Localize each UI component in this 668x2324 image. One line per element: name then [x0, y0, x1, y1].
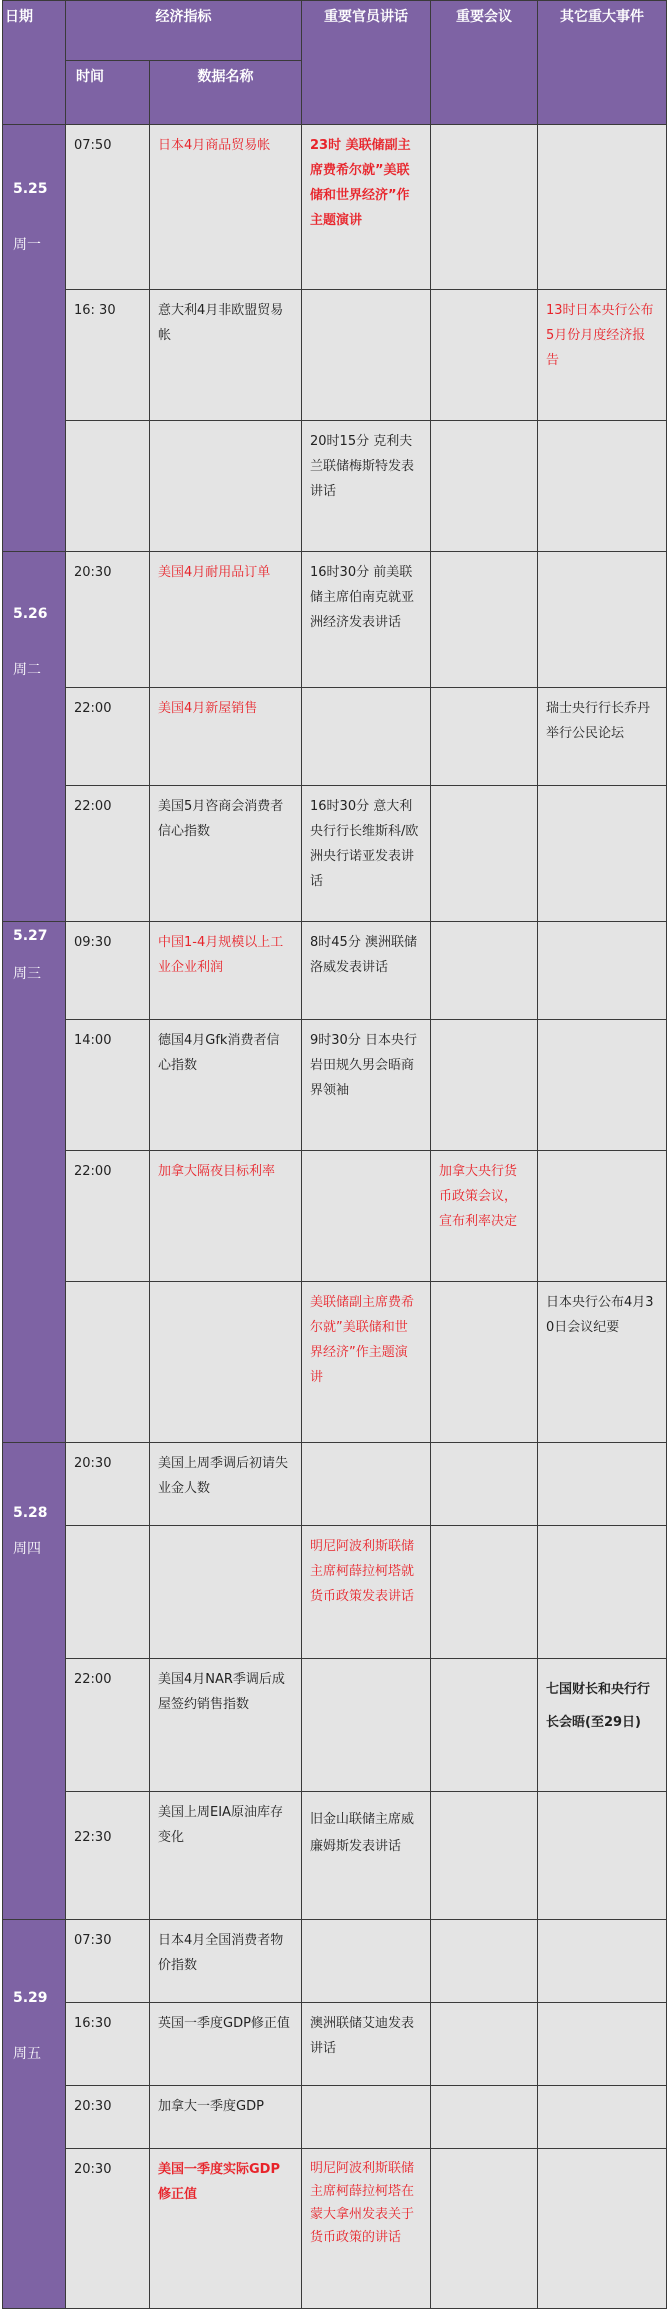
table-row	[3, 1282, 667, 1443]
row-data-name: 中国1-4月规模以上工业企业利润	[150, 922, 302, 1020]
row-event: 瑞士央行行长乔丹举行公民论坛	[538, 688, 667, 786]
row-data-name: 日本4月商品贸易帐	[150, 125, 302, 290]
row-event	[538, 1526, 667, 1659]
day-date: 5.29	[13, 1990, 48, 2006]
day-weekday: 周一	[13, 237, 41, 253]
row-data-name: 英国一季度GDP修正值	[150, 2003, 302, 2086]
row-time: 22:00	[66, 1659, 150, 1792]
row-data-name: 美国4月耐用品订单	[150, 552, 302, 688]
table-row	[3, 1659, 667, 1792]
row-event	[538, 1792, 667, 1920]
row-event: 七国财长和央行行长会晤(至29日)	[538, 1659, 667, 1792]
day-cell	[3, 552, 66, 922]
header-official-speeches: 重要官员讲话	[302, 1, 431, 125]
row-time: 09:30	[66, 922, 150, 1020]
table-row	[3, 2149, 667, 2309]
row-speech: 23时 美联储副主席费希尔就”美联储和世界经济”作主题演讲	[302, 125, 431, 290]
row-data-name	[150, 1526, 302, 1659]
row-time: 20:30	[66, 1443, 150, 1526]
row-data-name: 美国5月咨商会消费者信心指数	[150, 786, 302, 922]
row-speech: 美联储副主席费希尔就”美联储和世界经济”作主题演讲	[302, 1282, 431, 1443]
table-row	[3, 786, 667, 922]
table-row	[3, 1443, 667, 1526]
row-speech	[302, 1443, 431, 1526]
row-speech: 16时30分 前美联储主席伯南克就亚洲经济发表讲话	[302, 552, 431, 688]
table-row	[3, 125, 667, 290]
row-meeting	[431, 786, 538, 922]
row-speech	[302, 290, 431, 421]
table-row	[3, 1792, 667, 1920]
row-speech: 澳洲联储艾迪发表讲话	[302, 2003, 431, 2086]
row-event	[538, 1151, 667, 1282]
row-event	[538, 1443, 667, 1526]
row-event	[538, 2149, 667, 2309]
header-date: 日期	[3, 1, 66, 125]
row-meeting	[431, 1792, 538, 1920]
header-data-name: 数据名称	[150, 61, 302, 125]
table-row	[3, 2086, 667, 2149]
row-time: 22:00	[66, 688, 150, 786]
row-event	[538, 1020, 667, 1151]
row-data-name	[150, 421, 302, 552]
day-cell	[3, 1920, 66, 2309]
row-time: 22:00	[66, 786, 150, 922]
day-date: 5.28	[13, 1505, 48, 1521]
table-row	[3, 1920, 667, 2003]
row-meeting	[431, 1020, 538, 1151]
table-row	[3, 1526, 667, 1659]
row-meeting	[431, 1659, 538, 1792]
row-meeting	[431, 421, 538, 552]
row-time: 16: 30	[66, 290, 150, 421]
row-data-name: 美国上周季调后初请失业金人数	[150, 1443, 302, 1526]
row-event: 日本央行公布4月30日会议纪要	[538, 1282, 667, 1443]
row-meeting	[431, 125, 538, 290]
row-time	[66, 1526, 150, 1659]
row-data-name: 美国4月NAR季调后成屋签约销售指数	[150, 1659, 302, 1792]
row-meeting: 加拿大央行货币政策会议，宣布利率决定	[431, 1151, 538, 1282]
row-time: 20:30	[66, 2149, 150, 2309]
row-event: 13时日本央行公布5月份月度经济报告	[538, 290, 667, 421]
row-data-name: 日本4月全国消费者物价指数	[150, 1920, 302, 2003]
table-row	[3, 1020, 667, 1151]
row-data-name: 美国一季度实际GDP修正值	[150, 2149, 302, 2309]
header-econ-indicators: 经济指标	[66, 1, 302, 61]
row-event	[538, 125, 667, 290]
table-row	[3, 290, 667, 421]
day-cell	[3, 922, 66, 1443]
row-time: 14:00	[66, 1020, 150, 1151]
table-row	[3, 922, 667, 1020]
row-speech	[302, 2086, 431, 2149]
row-meeting	[431, 1920, 538, 2003]
row-meeting	[431, 1282, 538, 1443]
header-time: 时间	[66, 61, 150, 125]
table-row	[3, 552, 667, 688]
row-meeting	[431, 922, 538, 1020]
row-meeting	[431, 290, 538, 421]
row-event	[538, 1920, 667, 2003]
economic-calendar-table	[2, 0, 667, 2309]
day-weekday: 周二	[13, 662, 41, 678]
row-time: 07:50	[66, 125, 150, 290]
day-cell	[3, 125, 66, 552]
day-weekday: 周三	[13, 966, 41, 982]
row-data-name: 美国上周EIA原油库存变化	[150, 1792, 302, 1920]
row-meeting	[431, 2149, 538, 2309]
row-speech: 20时15分 克利夫兰联储梅斯特发表讲话	[302, 421, 431, 552]
row-meeting	[431, 552, 538, 688]
row-event	[538, 421, 667, 552]
row-meeting	[431, 688, 538, 786]
header-other-events: 其它重大事件	[538, 1, 667, 125]
row-time: 20:30	[66, 2086, 150, 2149]
row-event	[538, 2086, 667, 2149]
row-speech: 9时30分 日本央行岩田规久男会晤商界领袖	[302, 1020, 431, 1151]
row-event	[538, 552, 667, 688]
row-event	[538, 786, 667, 922]
row-data-name: 美国4月新屋销售	[150, 688, 302, 786]
row-data-name: 意大利4月非欧盟贸易帐	[150, 290, 302, 421]
day-cell	[3, 1443, 66, 1920]
row-time	[66, 1282, 150, 1443]
row-data-name: 德国4月Gfk消费者信心指数	[150, 1020, 302, 1151]
row-speech	[302, 688, 431, 786]
day-weekday: 周五	[13, 2046, 41, 2062]
row-time	[66, 421, 150, 552]
row-speech: 明尼阿波利斯联储主席柯薛拉柯塔就货币政策发表讲话	[302, 1526, 431, 1659]
row-meeting	[431, 1526, 538, 1659]
row-speech: 旧金山联储主席威廉姆斯发表讲话	[302, 1792, 431, 1920]
row-time: 20:30	[66, 552, 150, 688]
row-time: 16:30	[66, 2003, 150, 2086]
table-row	[3, 2003, 667, 2086]
table-row	[3, 688, 667, 786]
row-meeting	[431, 1443, 538, 1526]
table-row	[3, 1151, 667, 1282]
row-speech: 16时30分 意大利央行行长维斯科/欧洲央行诺亚发表讲话	[302, 786, 431, 922]
row-meeting	[431, 2003, 538, 2086]
row-data-name	[150, 1282, 302, 1443]
row-speech	[302, 1151, 431, 1282]
row-speech: 8时45分 澳洲联储洛威发表讲话	[302, 922, 431, 1020]
day-date: 5.27	[13, 928, 48, 944]
row-meeting	[431, 2086, 538, 2149]
day-date: 5.26	[13, 606, 48, 622]
day-date: 5.25	[13, 181, 48, 197]
row-event	[538, 922, 667, 1020]
row-time: 22:00	[66, 1151, 150, 1282]
row-speech	[302, 1659, 431, 1792]
row-speech: 明尼阿波利斯联储主席柯薛拉柯塔在蒙大拿州发表关于货币政策的讲话	[302, 2149, 431, 2309]
row-speech	[302, 1920, 431, 2003]
row-data-name: 加拿大隔夜目标利率	[150, 1151, 302, 1282]
row-time: 07:30	[66, 1920, 150, 2003]
table-row	[3, 421, 667, 552]
day-weekday: 周四	[13, 1541, 41, 1557]
row-event	[538, 2003, 667, 2086]
row-time: 22:30	[66, 1792, 150, 1920]
header-meetings: 重要会议	[431, 1, 538, 125]
row-data-name: 加拿大一季度GDP	[150, 2086, 302, 2149]
